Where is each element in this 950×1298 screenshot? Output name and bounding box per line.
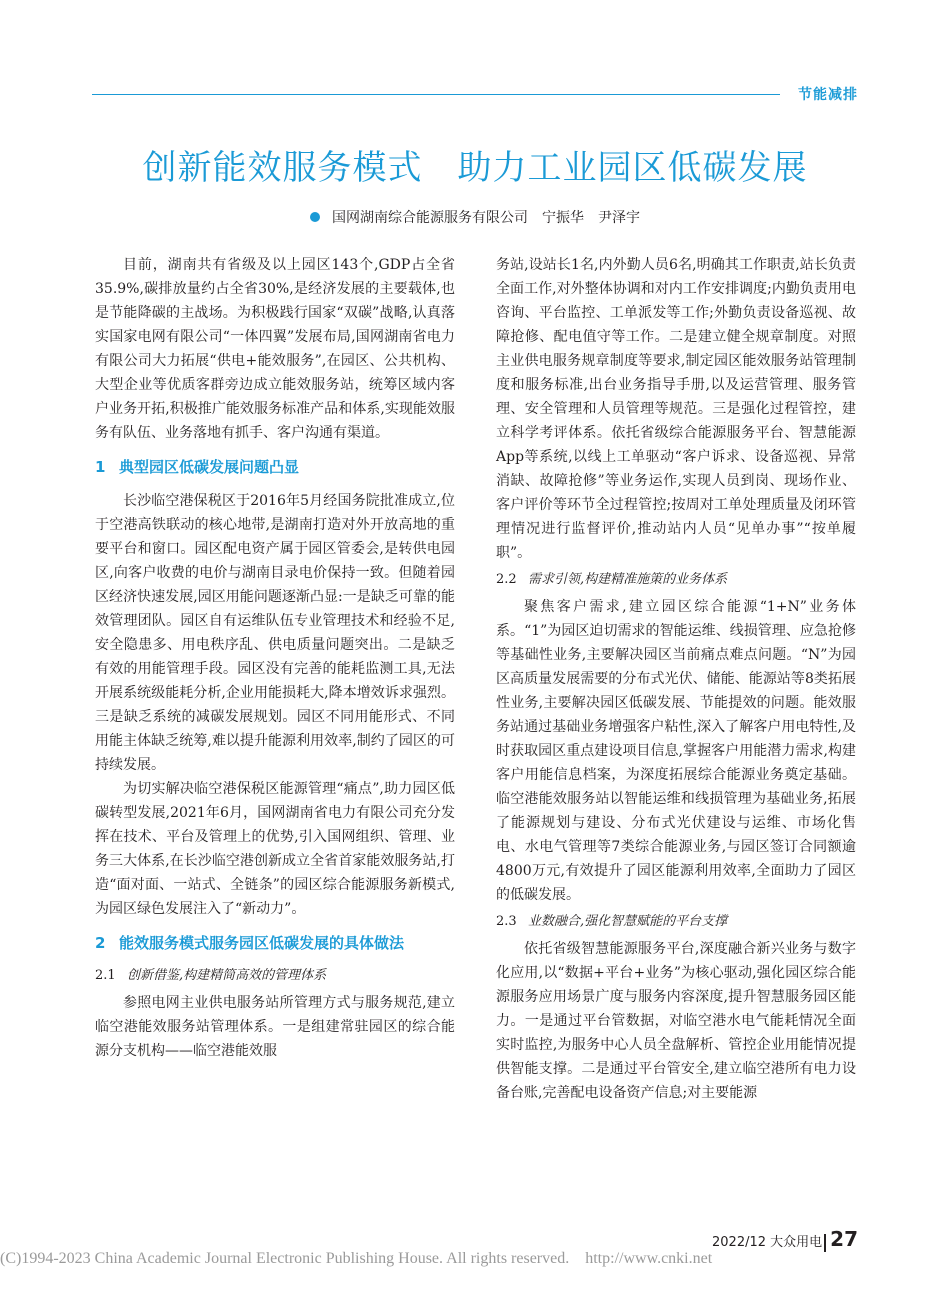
section-title: 典型园区低碳发展问题凸显 bbox=[119, 458, 300, 476]
subsection-2-1-heading bbox=[95, 965, 455, 987]
section-tag: 节能减排 bbox=[798, 87, 858, 103]
section-number: 2 bbox=[95, 934, 106, 952]
header-rule bbox=[92, 94, 780, 95]
body-paragraph: 依托省级智慧能源服务平台,深度融合新兴业务与数字化应用,以“数据+平台+业务”为核心驱动,强化园区综合能源服务应用场景广度与服务内容深度,提升智慧服务园区能力。一是通过平台管数据，对临空港水电气能耗情况全面实时监控,为服务中心人员全盘解析、管控企业用能情况提供智能支撑。二是通过平台管安全,建立临空港所有电力设备台账,完善配电设备资产信息;对主要能源 bbox=[496, 941, 856, 1101]
subsection-2-2-heading bbox=[496, 569, 856, 591]
subsection-title: 需求引领,构建精准施策的业务体系 bbox=[528, 572, 728, 587]
bullet-dot-icon bbox=[310, 212, 320, 222]
subsection-number: 2.3 bbox=[496, 914, 517, 929]
authors: 国网湖南综合能源服务有限公司 宁振华 尹泽宇 bbox=[332, 210, 640, 226]
page-number: 27 bbox=[830, 1227, 858, 1251]
section-1-heading bbox=[95, 455, 455, 479]
footer-divider bbox=[824, 1234, 826, 1252]
issue-label: 2022/12 大众用电 bbox=[712, 1235, 823, 1250]
subsection-number: 2.2 bbox=[496, 572, 517, 587]
article-title: 创新能效服务模式 助力工业园区低碳发展 bbox=[142, 148, 808, 188]
subsection-title: 业数融合,强化智慧赋能的平台支撑 bbox=[528, 914, 728, 929]
author-line bbox=[0, 207, 950, 227]
section-2-heading bbox=[95, 931, 455, 955]
body-paragraph: 参照电网主业供电服务站所管理方式与服务规范,建立临空港能效服务站管理体系。一是组建常驻园区的综合能源分支机构——临空港能效服 bbox=[95, 995, 455, 1059]
subsection-title: 创新借鉴,构建精简高效的管理体系 bbox=[127, 968, 327, 983]
intro-paragraph: 目前，湖南共有省级及以上园区143个,GDP占全省35.9%,碳排放量约占全省30%,是经济发展的主要载体,也是节能降碳的主战场。为积极践行国家“双碳”战略,认真落实国家电网有限公司“一体四翼”发展布局,国网湖南省电力有限公司大力拓展“供电+能效服务”,在园区、公共机构、大型企业等优质客群旁边成立能效服务站，统筹区域内客户业务开拓,积极推广能效服务标准产品和体系,实现能效服务有队伍、业务落地有抓手、客户沟通有渠道。 bbox=[95, 257, 455, 441]
subsection-number: 2.1 bbox=[95, 968, 116, 983]
body-paragraph: 聚焦客户需求,建立园区综合能源“1+N”业务体系。“1”为园区迫切需求的智能运维、线损管理、应急抢修等基础性业务,主要解决园区当前痛点难点问题。“N”为园区高质量发展需要的分布式光伏、储能、能源站等8类拓展性业务,主要解决园区低碳发展、节能提效的问题。能效服务站通过基础业务增强客户粘性,深入了解客户用电特性,及时获取园区重点建设项目信息,掌握客户用能潜力需求,构建客户用能信息档案，为深度拓展综合能源业务奠定基础。临空港能效服务站以智能运维和线损管理为基础业务,拓展了能源规划与建设、分布式光伏建设与运维、市场化售电、水电气管理等7类综合能源业务,与园区签订合同额逾4800万元,有效提升了园区能源利用效率,全面助力了园区的低碳发展。 bbox=[496, 599, 856, 903]
section-number: 1 bbox=[95, 458, 106, 476]
left-column bbox=[95, 253, 455, 1063]
page-footer bbox=[712, 1227, 858, 1252]
body-paragraph-continued: 务站,设站长1名,内外勤人员6名,明确其工作职责,站长负责全面工作,对外整体协调和对内工作安排调度;内勤负责用电咨询、平台监控、工单派发等工作;外勤负责设备巡视、故障抢修、配电值守等工作。二是建立健全规章制度。对照主业供电服务规章制度等要求,制定园区能效服务站管理制度和服务标准,出台业务指导手册,以及运营管理、服务管理、安全管理和人员管理等规范。三是强化过程管控，建立科学考评体系。依托省级综合能源服务平台、智慧能源App等系统,以线上工单驱动“客户诉求、设备巡视、异常消缺、故障抢修”等业务运作,实现人员到岗、现场作业、客户评价等环节全过程管控;按周对工单处理质量及闭环管理情况进行监督评价,推动站内人员“见单办事”“按单履职”。 bbox=[496, 257, 856, 561]
body-paragraph: 为切实解决临空港保税区能源管理“痛点”,助力园区低碳转型发展,2021年6月，国网湖南省电力有限公司充分发挥在技术、平台及管理上的优势,引入国网组织、管理、业务三大体系,在长沙临空港创新成立全省首家能效服务站,打造“面对面、一站式、全链条”的园区综合能源服务新模式,为园区绿色发展注入了“新动力”。 bbox=[95, 781, 455, 917]
subsection-2-3-heading bbox=[496, 911, 856, 933]
section-title: 能效服务模式服务园区低碳发展的具体做法 bbox=[119, 934, 405, 952]
body-paragraph: 长沙临空港保税区于2016年5月经国务院批准成立,位于空港高铁联动的核心地带,是湖南打造对外开放高地的重要平台和窗口。园区配电资产属于园区管委会,是转供电园区,向客户收费的电价与湖南目录电价保持一致。但随着园区经济快速发展,园区用能问题逐渐凸显:一是缺乏可靠的能效管理团队。园区自有运维队伍专业管理技术和经验不足,安全隐患多、用电秩序乱、供电质量问题突出。二是缺乏有效的用能管理手段。园区没有完善的能耗监测工具,无法开展系统级能耗分析,企业用能损耗大,降本增效诉求强烈。三是缺乏系统的减碳发展规划。园区不同用能形式、不同用能主体缺乏统筹,难以提升能源利用效率,制约了园区的可持续发展。 bbox=[95, 493, 455, 773]
right-column bbox=[496, 253, 856, 1105]
copyright-notice: (C)1994-2023 China Academic Journal Electronic Publishing House. All rights reserved. http://www.cnki.net bbox=[0, 1250, 713, 1267]
